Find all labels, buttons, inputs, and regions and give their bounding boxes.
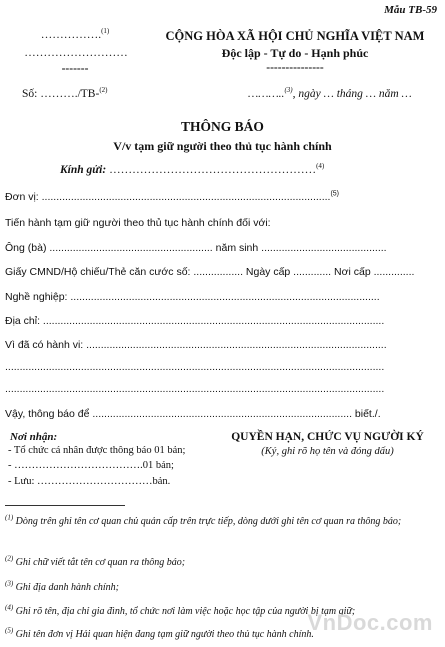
footnote-ref-4: (4) [316, 162, 325, 171]
recipient-dots: ……………………………………………… [106, 164, 317, 176]
footnote-ref-5: (5) [330, 190, 340, 198]
recipients-label: Nơi nhận: [10, 431, 58, 443]
recipients-item: - Lưu: ……………………………bản. [8, 476, 171, 487]
recipient-label: Kính gửi: [60, 164, 107, 176]
date-text: , ngày … tháng … năm … [292, 88, 412, 100]
person-line: Ông (bà) ........................................................ năm sinh ........................................... [5, 242, 387, 254]
footnote-number: (2) [5, 554, 14, 563]
unit-line [5, 191, 339, 203]
footnote-3 [5, 581, 437, 595]
footnote-ref-1: (1) [101, 27, 110, 36]
doc-title: THÔNG BÁO [181, 119, 264, 134]
nation-title: CỘNG HÒA XÃ HỘI CHỦ NGHĨA VIỆT NAM [165, 29, 425, 43]
footnote-text: Ghi chữ viết tắt tên cơ quan ra thông báo; [13, 557, 186, 568]
nation-motto: Độc lập - Tự do - Hạnh phúc [221, 46, 369, 60]
footnote-text: Dòng trên ghi tên cơ quan chủ quản cấp trên trực tiếp, dòng dưới ghi tên cơ quan ra thông báo; [13, 516, 402, 527]
place-date [248, 88, 412, 100]
signer-title: QUYỀN HẠN, CHỨC VỤ NGƯỜI KÝ [231, 431, 424, 443]
agency-superior [20, 29, 130, 41]
agency-divider: ------- [61, 63, 89, 75]
recipient-line [60, 164, 324, 176]
blank-line: .................................................................................................................................. [5, 383, 385, 395]
unit-text: Đơn vị: ................................................................................................... [5, 191, 331, 203]
footnote-text: Ghi rõ tên, địa chỉ gia đình, tổ chức nơi làm việc hoặc học tập của người bị tạm giữ; [13, 606, 356, 617]
footnote-number: (4) [5, 603, 14, 612]
id-line: Giấy CMND/Hộ chiếu/Thẻ căn cước số: ................. Ngày cấp ............. Nơi cấp .............. [5, 266, 415, 278]
footnote-divider [5, 505, 125, 506]
footnote-number: (3) [5, 579, 14, 588]
violation-line: Vì đã có hành vi: ....................................................................................................... [5, 339, 387, 351]
notice-line: Vậy, thông báo để ......................................................................................... biết./. [5, 408, 381, 420]
agency-superior-dots: ……………. [40, 29, 102, 41]
recipients-item: - ……………………………….01 bản; [8, 460, 174, 471]
form-code: Mẫu TB-59 [384, 4, 437, 16]
intro-line: Tiến hành tạm giữ người theo thủ tục hành chính đối với: [5, 217, 271, 229]
document-number [22, 88, 107, 100]
signer-note: (Ký, ghi rõ họ tên và đóng dấu) [261, 446, 394, 457]
agency-name: ……………………… [24, 47, 128, 59]
nation-divider: --------------- [266, 62, 324, 74]
place-dots: ……….. [248, 88, 285, 100]
watermark-logo: VnDoc.com [307, 610, 433, 635]
recipients-item: - Tổ chức cá nhân được thông báo 01 bản; [8, 445, 186, 456]
footnote-ref-2: (2) [99, 86, 108, 95]
address-line: Địa chỉ: ..................................................................................................................... [5, 315, 385, 327]
document-number-label: Số: ………./TB- [22, 88, 100, 100]
footnote-text: Ghi địa danh hành chính; [13, 582, 119, 593]
job-line: Nghề nghiệp: .......................................................................................................... [5, 291, 380, 303]
footnote-text: Ghi tên đơn vị Hải quan hiện đang tạm giữ người theo thủ tục hành chính. [13, 629, 314, 640]
footnote-2 [5, 556, 437, 570]
footnote-number: (1) [5, 513, 14, 522]
footnote-1 [5, 515, 437, 529]
footnote-ref-3: (3) [284, 86, 293, 95]
footnote-number: (5) [5, 626, 14, 635]
doc-subtitle: V/v tạm giữ người theo thủ tục hành chính [113, 139, 332, 153]
blank-line: .................................................................................................................................. [5, 361, 385, 373]
